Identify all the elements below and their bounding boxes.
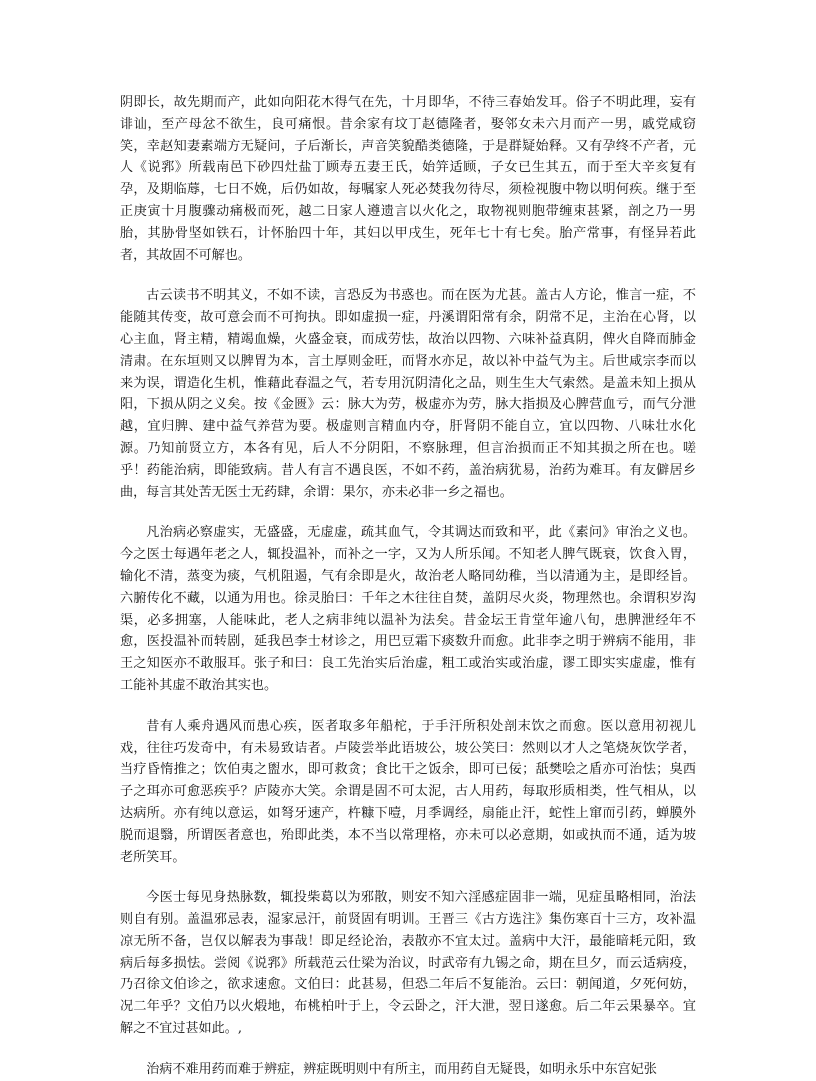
paragraph-3: 凡治病必察虚实，无盛盛，无虚虚，疏其血气，令其调达而致和平，此《素问》审治之义也。今之医士每遇年老之人，辄投温补，而补之一字，又为人所乐闻。不知老人脾气既衰，饮食入胃，输化不清，蒸变为痰，气机阻遏，气有余即是火，故治老人略同幼稚，当以清通为主，是即经旨。六腑传化不藏，以通为用也。徐灵胎曰：千年之木往往自焚，盖阴尽火炎，物理然也。余谓积岁沟渠，必多拥塞，人能味此，老人之病非纯以温补为法矣。昔金坛王肯堂年逾八旬，患脾泄经年不愈，医投温补而转剧，延我邑李士材诊之，用巴豆霜下痰数升而愈。此非李之明于辨病不能用，非王之知医亦不敢服耳。张子和曰：良工先治实后治虚，粗工或治实或治虚，谬工即实实虚虚，惟有工能补其虚不敢治其实也。	[120, 525, 696, 693]
paragraph-1: 阴即长，故先期而产，此如向阳花木得气在先，十月即华，不待三春始发耳。俗子不明此理，妄有诽讪，至产母忿不欲生，良可痛恨。昔余家有坟丁赵德隆者，娶邻女未六月而产一男，戚党咸窃笑，幸赵知妻素端方无疑问，子后渐长，声音笑貌酷类德隆，于是群疑始释。又有孕终不产者，元人《说郛》所载南邑下砂四灶盐丁顾寿五妻王氏，始笄适顾，子女已生其五，而于至大辛亥复有孕，及期临蓐，七日不娩，后仍如故，每嘱家人死必焚我勿待尽，须检视腹中物以明何疾。继于至正庚寅十月腹骤动痛极而死，越二日家人遵遗言以火化之，取物视则胞带缠束甚紧，剖之乃一男胎，其胁骨坚如铁石，计怀胎四十年，其妇以甲戌生，死年七十有七矣。胎产常事，有怪异若此者，其故固不可解也。	[120, 95, 696, 263]
paragraph-4: 昔有人乘舟遇风而患心疾，医者取多年船柁，于手汗所积处剖末饮之而愈。医以意用初视儿戏，往往巧发奇中，有未易致诘者。卢陵尝举此语坡公，坡公笑曰：然则以才人之笔烧灰饮学者，当疗昏惰推之；饮伯夷之盥水，即可救贪；食比干之饭余，即可已佞；舐樊哙之盾亦可治怯；臭西子之珥亦可愈恶疾乎？庐陵亦大笑。余谓是固不可太泥，古人用药，每取形质相类，性气相从，以达病所。亦有纯以意运，如弩牙速产，杵糠下噎，月季调经，扇能止汗，蛇性上窜而引药，蝉膜外脱而退翳，所谓医者意也，殆即此类，本不当以常理格，亦未可以必意期，如或执而不通，适为坡老所笑耳。	[120, 718, 696, 865]
document-page	[120, 92, 696, 1081]
paragraph-6: 治病不难用药而难于辨症，辨症既明则中有所主，而用药自无疑畏，如明永乐中东宫妃张	[146, 1061, 657, 1077]
paragraph-5: 今医士每见身热脉数，辄投柴葛以为邪散，则安不知六淫感症固非一端，见症虽略相同，治法则自有别。盖温邪忌表，湿家忌汗，前贤固有明训。王晋三《古方选注》集伤寒百十三方，攻补温凉无所不备，岂仅以解表为事哉！即足经论治，表散亦不宜太过。盖病中大汗，最能暗耗元阳，致病后每多损怯。尝阅《说郛》所载范云仕梁为治议，时武帝有九锡之命，期在旦夕，而云适病疫，乃召徐文伯诊之，欲求速愈。文伯曰：此甚易，但恐二年后不复能治。云曰：朝闻道，夕死何妨，况二年乎？文伯乃以火煅地，布桃柏叶于上，令云卧之，汗大泄，翌日遂愈。后二年云果暴卒。宜解之不宜过甚如此。,	[120, 890, 696, 1037]
paragraph-2: 古云读书不明其义，不如不读，言恐反为书惑也。而在医为尤甚。盖古人方论，惟言一症，不能随其传变，故可意会而不可拘执。即如虚损一症，丹溪谓阳常有余，阴常不足，主治在心肾，以心主血，肾主精，精竭血燥，火盛金衰，而成劳怯，故治以四物、六味补益真阴，俾火自降而肺金清肃。在东垣则又以脾胃为本，言土厚则金旺，而肾水亦足，故以补中益气为主。后世咸宗李而以来为误，谓造化生机，惟藉此春温之气，若专用沉阴清化之品，则生生大气索然。是盖未知上损从阳，下损从阴之义矣。按《金匮》云：脉大为劳，极虚亦为劳，脉大指损及心脾营血亏，而气分泄越，宜归脾、建中益气养营为要。极虚则言精血内夺，肝肾阴不能自立，宜以四物、八味壮水化源。乃知前贤立方，本各有见，后人不分阴阳，不察脉理，但言治损而正不知其损之所在也。嗟乎！药能治病，即能致病。昔人有言不遇良医，不如不药，盖治病犹易，治药为难耳。有友僻居乡曲，每言其处苦无医士无药肆，余谓：果尔，亦未必非一乡之福也。	[120, 288, 696, 500]
